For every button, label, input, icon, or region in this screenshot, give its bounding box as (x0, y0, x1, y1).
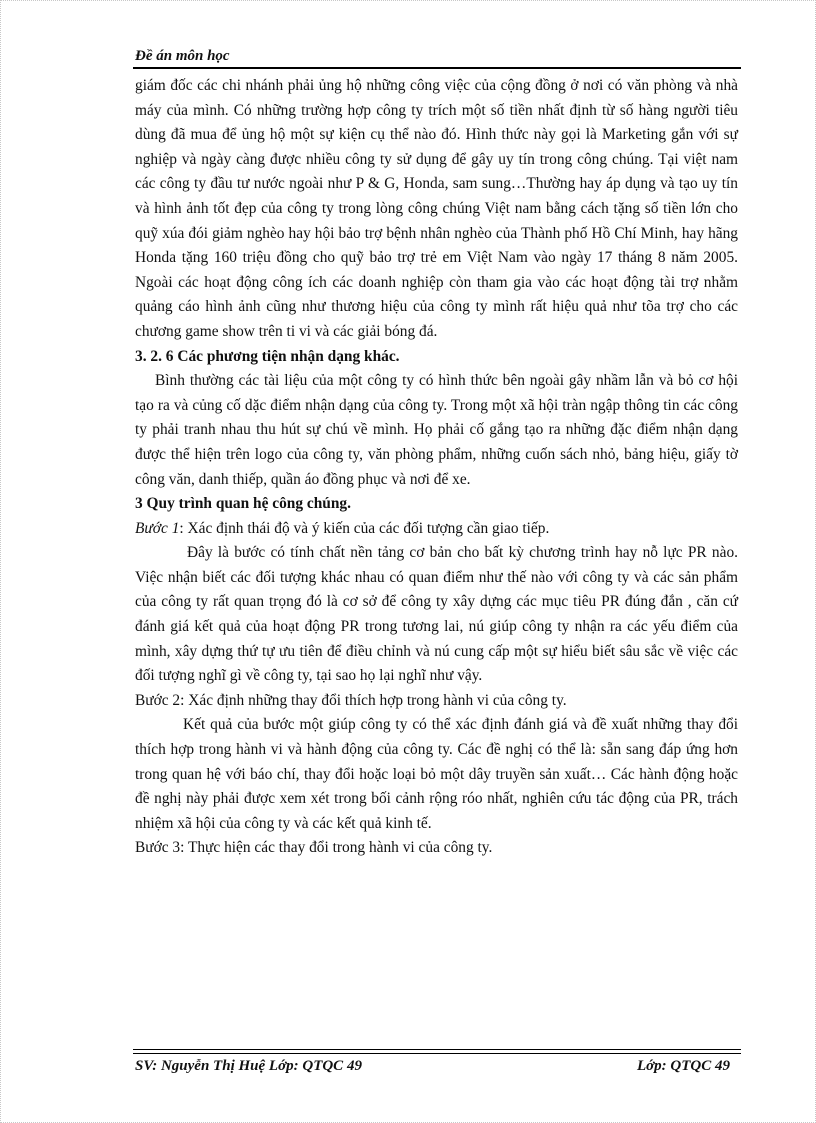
footer-rule-top (133, 1049, 741, 1050)
step-3: Bước 3: Thực hiện các thay đổi trong hành vi của công ty. (135, 839, 493, 857)
footer-student-info: SV: Nguyễn Thị Huệ Lớp: QTQC 49 (135, 1058, 362, 1074)
section-heading-326: 3. 2. 6 Các phương tiện nhận dạng khác. (135, 347, 400, 365)
step-1 (135, 517, 738, 542)
step-1-text: : Xác định thái độ và ý kiến của các đối tượng cần giao tiếp. (179, 519, 550, 537)
footer-class-info: Lớp: QTQC 49 (636, 1058, 730, 1074)
section-heading-3-text: 3 Quy trình quan hệ công chúng. (135, 495, 351, 513)
paragraph-step-2: Kết quả của bước một giúp công ty có thể xác định đánh giá và đề xuất những thay đổi thích hợp trong hành vi và hành động của công ty. Các đề nghị có thể là: sẵn sang đáp ứng hơn trong quan hệ với báo chí, thay đổi hoặc loại bỏ một dây truyền sản xuất… Các hành động hoặc đề nghị này phải được xem xét trong bối cảnh rộng róo nhất, nghiên cứu tác động của PR, trách nhiệm xã hội của công ty và các kết quả kinh tế. (135, 716, 738, 832)
document-body (135, 74, 738, 861)
step-2: Bước 2: Xác định những thay đổi thích hợp trong hành vi của công ty. (135, 691, 567, 709)
paragraph-csr: giám đốc các chi nhánh phải ủng hộ những công việc của cộng đồng ở nơi có văn phòng và nhà máy của mình. Có những trường hợp công ty trích một số tiền nhất định từ số hàng người tiêu dùng đã mua để ủng hộ một sự kiện cụ thể nào đó. Hình thức này gọi là Marketing gắn với sự nghiệp và ngày càng được nhiều công ty sử dụng để gây uy tín trong công chúng. Tại việt nam các công ty đầu tư nước ngoài như P & G, Honda, sam sung…Thường hay áp dụng và tạo uy tín và hình ảnh tốt đẹp của công ty trong lòng công chúng Việt nam bằng cách tặng số tiền lớn cho quỹ xúa đói giảm nghèo hay hội bảo trợ bệnh nhân nghèo của Thành phố Hồ Chí Minh, hay hãng Honda tặng 160 triệu đồng cho quỹ bảo trợ trẻ em Việt Nam vào ngày 17 tháng 8 năm 2005. Ngoài các hoạt động công ích các doanh nghiệp còn tham gia vào các hoạt động tài trợ nhằm quảng cáo hình ảnh cũng như thương hiệu của công ty mình rất hiệu quả như tõa trợ cho các chương game show trên ti vi và các giải bóng đá. (135, 77, 738, 340)
page-header-title: Đề án môn học (135, 48, 230, 64)
section-heading-3 (135, 492, 738, 517)
paragraph-step-1: Đây là bước có tính chất nền tảng cơ bản cho bất kỳ chương trình hay nỗ lực PR nào. Việc nhận biết các đối tượng khác nhau có quan điểm như thế nào với công ty và các sản phẩm của công ty rất quan trọng đó là cơ sở để công ty xây dựng các mục tiêu PR đúng đắn , căn cứ đánh giá kết quả của hoạt động PR trong tương lai, nú giúp công ty nhận ra các yếu điểm của mình, xây dựng thứ tự ưu tiên để điều chỉnh và nú cung cấp một sự hiểu biết sâu sắc về việc các đối tượng nghĩ gì về công ty, tại sao họ lại nghĩ như vậy. (135, 544, 738, 685)
step-1-label: Bước 1 (135, 519, 180, 537)
footer-rule-bottom (133, 1053, 741, 1054)
paragraph-identity: Bình thường các tài liệu của một công ty có hình thức bên ngoài gây nhầm lẫn và bỏ cơ hội tạo ra và củng cố dặc điểm nhận dạng của công ty. Trong một xã hội tràn ngập thông tin các công ty phải tranh nhau thu hút sự chú về mình. Họ phải cố gắng tạo ra những đặc điểm nhận dạng được thể hiện trên logo của công ty, văn phòng phẩm, những cuốn sách nhỏ, bảng hiệu, giấy tờ công văn, danh thiếp, quần áo đồng phục và nơi để xe. (135, 372, 738, 488)
header-rule (133, 67, 741, 69)
